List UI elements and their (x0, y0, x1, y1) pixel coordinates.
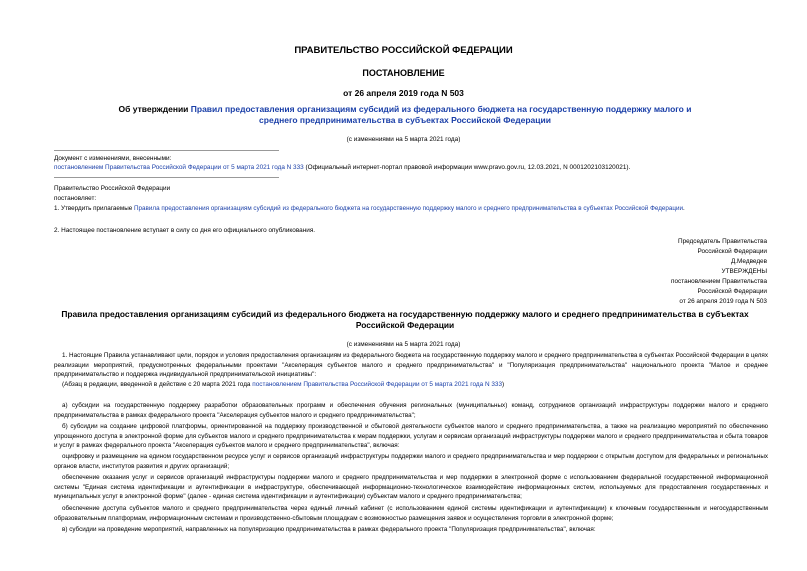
changes-link[interactable]: постановлением Правительства Российской Федерации от 5 марта 2021 года N 333 (54, 164, 304, 171)
body-line-government: Правительство Российской Федерации (54, 185, 171, 192)
approved-by: постановлением Правительства (671, 278, 767, 285)
approved-label: УТВЕРЖДЕНЫ (721, 268, 767, 275)
note-prefix: (Абзац в редакции, введенной в действие с 20 марта 2021 года (62, 381, 253, 388)
document-type: ПОСТАНОВЛЕНИЕ (362, 68, 445, 78)
rules-item-c: в) субсидии на проведение мероприятий, направленных на популяризацию предпринимательства в рамках федерального проекта "Популяризация предпринимательства", включая: (62, 526, 596, 533)
divider-bottom (54, 177, 279, 178)
approved-date: от 26 апреля 2019 года N 503 (679, 298, 767, 305)
rules-item-b: б) субсидии на создание цифровой платформы, ориентированной на поддержку производственной и сбытовой деятельности субъектов малого и среднего предпринимательства, а также на реализацию мероприятий по обеспечению упрощенного доступа в электронной форме для субъектов малого и среднего предпринимательства к мерам поддержки, услугам и сервисам организаций инфраструктуры поддержки малого и среднего предпринимательства и сбыта товаров и услуг в рамках федерального проекта "Акселерация субъектов малого и среднего предпринимательства", включая: (54, 423, 768, 449)
rules-item-b-3: обеспечение доступа субъектов малого и среднего предпринимательства через единый личный кабинет (с использованием единой системы идентификации и аутентификации) к ключевым государственным и негосударственным образовательным платформам, информационным системам и производственно-сбытовым площадкам с возможностью размещения заявок и осуществления торговли в электронной форме; (54, 505, 768, 522)
rules-item-b-2: обеспечение оказания услуг и сервисов организаций инфраструктуры поддержки малого и среднего предпринимательства и мер поддержки в электронной форме с использованием федеральной государственной информационной системы "Единая система идентификации и аутентификации в инфраструктуре, обеспечивающей информационно-технологическое взаимодействие информационных систем, используемых для предоставления государственных и муниципальных услуг в электронной форме" (далее - единая система идентификации и аутентификации) субъектам малого и среднего предпринимательства; (54, 474, 768, 500)
paragraph-1 (54, 204, 768, 214)
body-line-decrees: постановляет: (54, 195, 97, 202)
rules-item-b-1: оцифровку и размещение на едином государственном ресурсе услуг и сервисов организаций инфраструктуры поддержки малого и среднего предпринимательства и мер поддержки с открытым доступом для федеральных и региональных органов власти, институтов развития и других организаций; (54, 453, 768, 470)
rules-paragraph-1-note (62, 380, 768, 389)
rules-title: Правила предоставления организациям субсидий из федерального бюджета на государственную поддержку малого и среднего предпринимательства в субъектах Российской Федерации (61, 309, 749, 330)
changes-line (54, 163, 768, 172)
changes-rest: (Официальный интернет-портал правовой информации www.pravo.gov.ru, 12.03.2021, N 0001202103120021). (303, 164, 631, 171)
rules-changed-note: (с изменениями на 5 марта 2021 года) (346, 341, 461, 348)
paragraph-1-prefix: 1. Утвердить прилагаемые (54, 205, 134, 212)
approved-country: Российской Федерации (697, 288, 767, 295)
changed-note: (с изменениями на 5 марта 2021 года) (346, 136, 461, 143)
signature-country: Российской Федерации (697, 248, 767, 255)
document-title (110, 104, 700, 126)
title-prefix: Об утверждении (118, 104, 189, 114)
signature-title: Председатель Правительства (678, 238, 767, 245)
rules-paragraph-1: 1. Настоящие Правила устанавливают цели, порядок и условия предоставления организациям из федерального бюджета на государственную поддержку малого и среднего предпринимательства в субъектах Российской Федерации в целях реализации мероприятий, предусмотренных федеральными проектами "Акселерация субъектов малого и среднего предпринимательства" и "Популяризация предпринимательства" национального проекта "Малое и среднее предпринимательство и поддержка индивидуальной предпринимательской инициативы": (54, 352, 768, 378)
signature-name: Д.Медведев (730, 258, 767, 265)
divider-top (54, 150, 279, 151)
note-link[interactable]: постановлением Правительства Российской Федерации от 5 марта 2021 года N 333 (252, 381, 503, 388)
paragraph-2: 2. Настоящее постановление вступает в силу со дня его официального опубликования. (54, 227, 316, 234)
rules-link[interactable]: Правила предоставления организациям субсидий из федерального бюджета на государственную поддержку малого и среднего предпринимательства в субъектах Российской Федерации (134, 205, 684, 212)
paragraph-1-suffix: . (683, 205, 685, 212)
government-heading: ПРАВИТЕЛЬСТВО РОССИЙСКОЙ ФЕДЕРАЦИИ (294, 45, 513, 56)
note-suffix: ) (502, 381, 505, 388)
document-date: от 26 апреля 2019 года N 503 (343, 88, 464, 98)
rules-item-a: а) субсидии на государственную поддержку разработки образовательных программ и обеспечения обучения региональных (муниципальных) команд, сотрудников организаций инфраструктуры поддержки малого и среднего предпринимательства в рамках федерального проекта "Акселерация субъектов малого и среднего предпринимательства"; (54, 402, 768, 419)
title-link[interactable]: Правил предоставления организациям субсидий из федерального бюджета на государственную поддержку малого и среднего предпринимательства в субъектах Российской Федерации (190, 104, 692, 125)
changes-label: Документ с изменениями, внесенными: (54, 155, 172, 162)
